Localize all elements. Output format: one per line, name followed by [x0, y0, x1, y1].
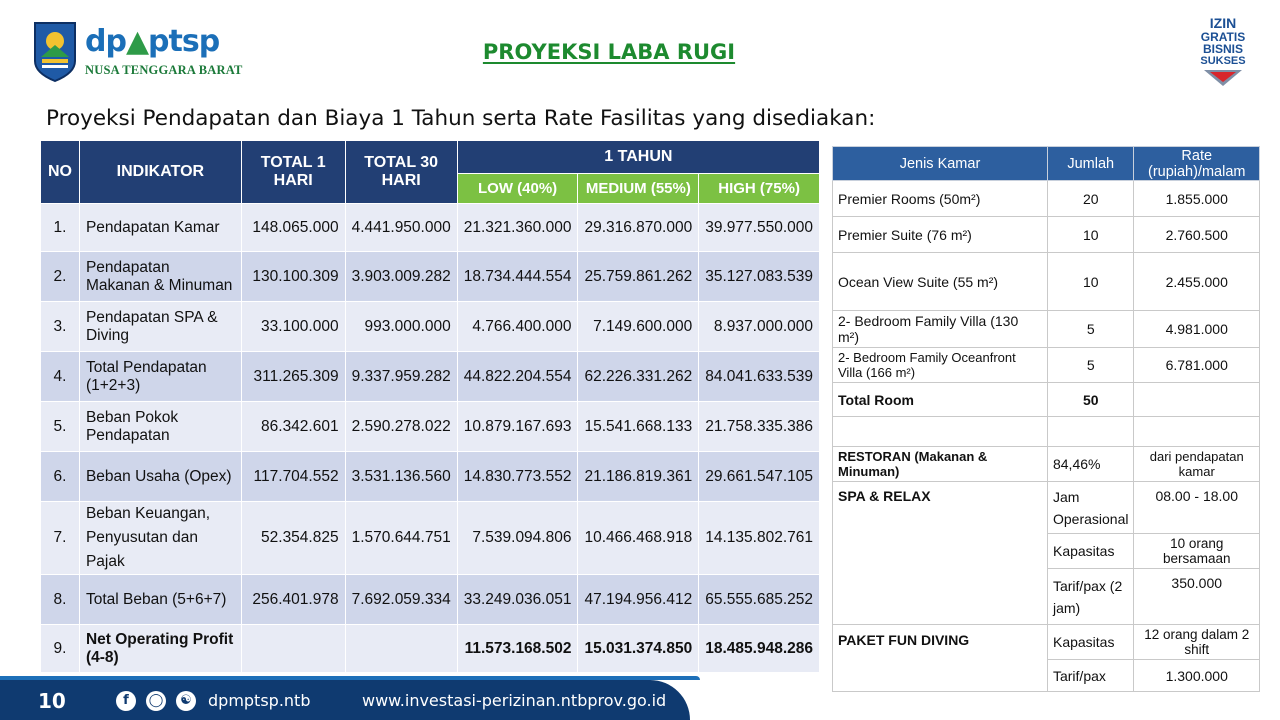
projection-table — [40, 140, 820, 673]
spa-jam-value: 08.00 - 18.00 — [1134, 482, 1260, 534]
row-indikator: Beban Pokok Pendapatan — [79, 402, 241, 452]
spa-tarif-value: 350.000 — [1134, 569, 1260, 625]
row-no: 4. — [41, 352, 80, 402]
room-row — [833, 348, 1260, 383]
row-low: 10.879.167.693 — [457, 402, 578, 452]
row-indikator: Net Operating Profit (4-8) — [79, 625, 241, 673]
row-indikator: Beban Usaha (Opex) — [79, 452, 241, 502]
table-row — [41, 204, 820, 252]
room-name: 2- Bedroom Family Villa (130 m²) — [833, 311, 1048, 348]
header-1-tahun: 1 TAHUN — [457, 141, 819, 174]
brand-subtitle: NUSA TENGGARA BARAT — [85, 62, 243, 77]
table-row — [41, 252, 820, 302]
row-total-30-hari: 3.903.009.282 — [345, 252, 457, 302]
row-indikator: Pendapatan Kamar — [79, 204, 241, 252]
izin-gratis-badge — [1198, 14, 1248, 90]
row-high: 39.977.550.000 — [699, 204, 820, 252]
header-no: NO — [41, 141, 80, 204]
room-row — [833, 311, 1260, 348]
room-rate: 6.781.000 — [1134, 348, 1260, 383]
row-no: 8. — [41, 575, 80, 625]
table-row — [41, 452, 820, 502]
row-low: 18.734.444.554 — [457, 252, 578, 302]
website-link[interactable]: www.investasi-perizinan.ntbprov.go.id — [362, 691, 667, 710]
row-low: 11.573.168.502 — [457, 625, 578, 673]
empty-cell — [833, 417, 1048, 447]
row-total-30-hari: 7.692.059.334 — [345, 575, 457, 625]
row-indikator: Total Pendapatan (1+2+3) — [79, 352, 241, 402]
row-total-1-hari: 52.354.825 — [241, 502, 345, 575]
row-total-30-hari: 3.531.136.560 — [345, 452, 457, 502]
row-total-30-hari: 2.590.278.022 — [345, 402, 457, 452]
row-medium: 15.031.374.850 — [578, 625, 699, 673]
row-low: 21.321.360.000 — [457, 204, 578, 252]
empty-cell — [1134, 383, 1260, 417]
row-no: 9. — [41, 625, 80, 673]
room-qty: 5 — [1047, 311, 1133, 348]
row-total-30-hari: 9.337.959.282 — [345, 352, 457, 402]
row-low: 14.830.773.552 — [457, 452, 578, 502]
page-number: 10 — [38, 689, 66, 713]
badge-line-2: GRATIS — [1200, 30, 1246, 44]
row-total-1-hari — [241, 625, 345, 673]
row-indikator: Total Beban (5+6+7) — [79, 575, 241, 625]
total-room-qty: 50 — [1047, 383, 1133, 417]
header-jenis-kamar: Jenis Kamar — [833, 147, 1048, 181]
spa-jam-label: Jam Operasional — [1047, 482, 1133, 534]
row-no: 1. — [41, 204, 80, 252]
table-row — [41, 402, 820, 452]
table-row — [41, 502, 820, 575]
spacer-row — [833, 417, 1260, 447]
row-medium: 15.541.668.133 — [578, 402, 699, 452]
room-row — [833, 217, 1260, 253]
row-high: 21.758.335.386 — [699, 402, 820, 452]
room-rate-table — [832, 146, 1260, 692]
diving-kapasitas-label: Kapasitas — [1047, 625, 1133, 660]
spa-row — [833, 482, 1260, 534]
room-name: Premier Rooms (50m²) — [833, 181, 1048, 217]
total-room-row — [833, 383, 1260, 417]
row-total-1-hari: 33.100.000 — [241, 302, 345, 352]
row-medium: 10.466.468.918 — [578, 502, 699, 575]
diving-label: PAKET FUN DIVING — [833, 625, 1048, 692]
page-title: PROYEKSI LABA RUGI — [482, 40, 736, 64]
row-medium: 7.149.600.000 — [578, 302, 699, 352]
room-qty: 20 — [1047, 181, 1133, 217]
header-total-1-hari: TOTAL 1 HARI — [241, 141, 345, 204]
spa-tarif-label: Tarif/pax (2 jam) — [1047, 569, 1133, 625]
restoran-row — [833, 447, 1260, 482]
row-medium: 25.759.861.262 — [578, 252, 699, 302]
room-name: Premier Suite (76 m²) — [833, 217, 1048, 253]
total-room-label: Total Room — [833, 383, 1048, 417]
row-high: 65.555.685.252 — [699, 575, 820, 625]
diving-tarif-value: 1.300.000 — [1134, 660, 1260, 692]
room-qty: 10 — [1047, 217, 1133, 253]
row-high: 35.127.083.539 — [699, 252, 820, 302]
row-total-30-hari: 4.441.950.000 — [345, 204, 457, 252]
table-row — [41, 575, 820, 625]
restoran-desc: dari pendapatan kamar — [1134, 447, 1260, 482]
restoran-pct: 84,46% — [1047, 447, 1133, 482]
row-indikator: Beban Keuangan, Penyusutan dan Pajak — [79, 502, 241, 575]
header-rate: Rate (rupiah)/malam — [1134, 147, 1260, 181]
web-icon[interactable]: ☯ — [176, 691, 196, 711]
row-no: 7. — [41, 502, 80, 575]
row-no: 5. — [41, 402, 80, 452]
empty-cell — [1047, 417, 1133, 447]
row-total-1-hari: 130.100.309 — [241, 252, 345, 302]
row-total-30-hari — [345, 625, 457, 673]
diving-kapasitas-value: 12 orang dalam 2 shift — [1134, 625, 1260, 660]
row-medium: 21.186.819.361 — [578, 452, 699, 502]
badge-line-1: IZIN — [1209, 15, 1237, 31]
row-high: 8.937.000.000 — [699, 302, 820, 352]
header-low: LOW (40%) — [457, 174, 578, 204]
row-high: 18.485.948.286 — [699, 625, 820, 673]
brand-name: dp▲ptsp — [85, 23, 220, 59]
room-rate: 2.760.500 — [1134, 217, 1260, 253]
room-rate: 4.981.000 — [1134, 311, 1260, 348]
spa-label: SPA & RELAX — [833, 482, 1048, 625]
room-qty: 10 — [1047, 253, 1133, 311]
row-total-1-hari: 86.342.601 — [241, 402, 345, 452]
header-total-30-hari: TOTAL 30 HARI — [345, 141, 457, 204]
room-row — [833, 253, 1260, 311]
subtitle: Proyeksi Pendapatan dan Biaya 1 Tahun serta Rate Fasilitas yang disediakan: — [46, 106, 876, 131]
row-total-30-hari: 1.570.644.751 — [345, 502, 457, 575]
header-medium: MEDIUM (55%) — [578, 174, 699, 204]
room-rate: 2.455.000 — [1134, 253, 1260, 311]
room-name: 2- Bedroom Family Oceanfront Villa (166 m²) — [833, 348, 1048, 383]
room-row — [833, 181, 1260, 217]
table-row — [41, 302, 820, 352]
spa-kapasitas-value: 10 orang bersamaan — [1134, 534, 1260, 569]
header-high: HIGH (75%) — [699, 174, 820, 204]
instagram-icon[interactable]: ◯ — [146, 691, 166, 711]
row-total-1-hari: 256.401.978 — [241, 575, 345, 625]
room-name: Ocean View Suite (55 m²) — [833, 253, 1048, 311]
social-handle[interactable]: dpmptsp.ntb — [208, 691, 311, 710]
diving-row — [833, 625, 1260, 660]
row-high: 14.135.802.761 — [699, 502, 820, 575]
row-low: 7.539.094.806 — [457, 502, 578, 575]
row-low: 33.249.036.051 — [457, 575, 578, 625]
row-no: 2. — [41, 252, 80, 302]
row-high: 84.041.633.539 — [699, 352, 820, 402]
row-low: 44.822.204.554 — [457, 352, 578, 402]
header-jumlah: Jumlah — [1047, 147, 1133, 181]
row-high: 29.661.547.105 — [699, 452, 820, 502]
row-indikator: Pendapatan SPA & Diving — [79, 302, 241, 352]
room-qty: 5 — [1047, 348, 1133, 383]
empty-cell — [1134, 417, 1260, 447]
row-medium: 47.194.956.412 — [578, 575, 699, 625]
spa-kapasitas-label: Kapasitas — [1047, 534, 1133, 569]
row-no: 3. — [41, 302, 80, 352]
badge-line-4: SUKSES — [1200, 55, 1246, 67]
row-total-1-hari: 117.704.552 — [241, 452, 345, 502]
facebook-icon[interactable]: f — [116, 691, 136, 711]
diving-tarif-label: Tarif/pax — [1047, 660, 1133, 692]
room-rate: 1.855.000 — [1134, 181, 1260, 217]
row-indikator: Pendapatan Makanan & Minuman — [79, 252, 241, 302]
badge-line-3: BISNIS — [1202, 42, 1244, 56]
restoran-label: RESTORAN (Makanan & Minuman) — [833, 447, 1048, 482]
row-low: 4.766.400.000 — [457, 302, 578, 352]
row-medium: 29.316.870.000 — [578, 204, 699, 252]
row-no: 6. — [41, 452, 80, 502]
table-row — [41, 352, 820, 402]
table-row — [41, 625, 820, 673]
row-total-1-hari: 148.065.000 — [241, 204, 345, 252]
row-medium: 62.226.331.262 — [578, 352, 699, 402]
row-total-1-hari: 311.265.309 — [241, 352, 345, 402]
header-indikator: INDIKATOR — [79, 141, 241, 204]
row-total-30-hari: 993.000.000 — [345, 302, 457, 352]
